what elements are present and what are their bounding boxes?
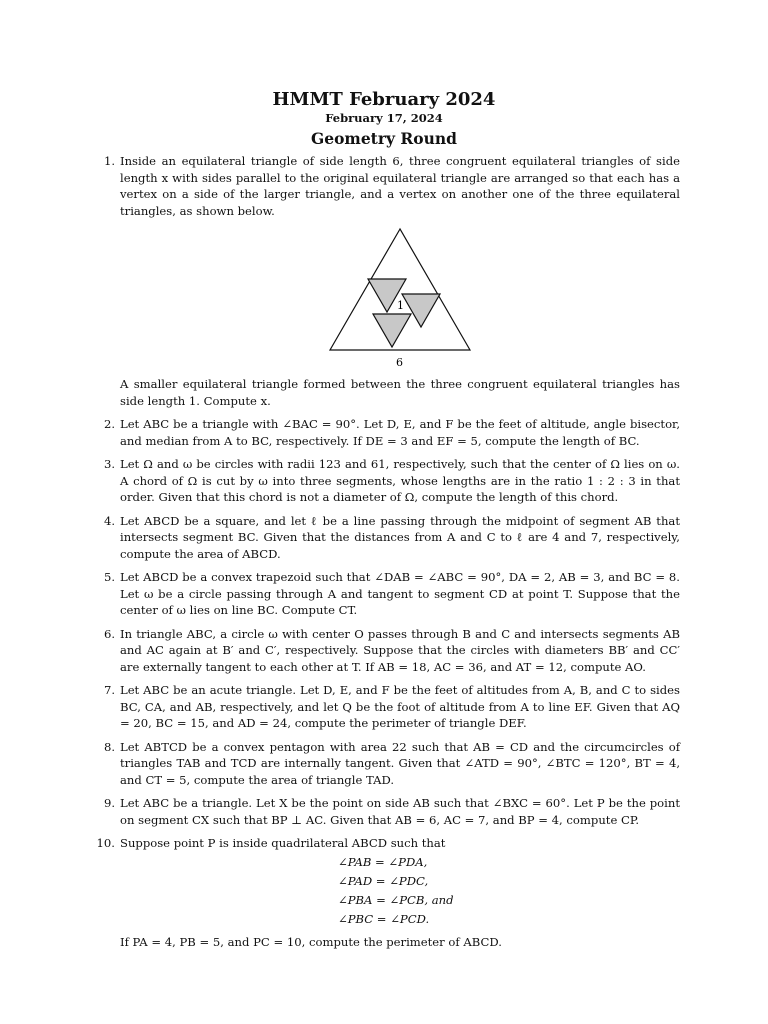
problem-text: Let ABC be a triangle. Let X be the point on side AB such that ∠BXC = 60°. Let P be the point on segment CX such that BP ⊥ AC. Given that AB = 6, AC = 7, and BP = 4, compute CP. <box>120 796 680 827</box>
small-triangle-3 <box>373 314 411 347</box>
problem-number: 7. <box>103 683 115 697</box>
equation-line: ∠PBA = ∠PCB, and <box>338 892 454 907</box>
problem-text: Let ABCD be a convex trapezoid such that ∠DAB = ∠ABC = 90°, DA = 2, AB = 3, and BC = 8. Let ω be a circle passing through A and tangent to segment CD at point T. Suppose that the center of ω lies on line BC. Compute CT. <box>120 570 680 617</box>
problem-number: 10. <box>96 836 115 850</box>
equation-line: ∠PAB = ∠PDA, <box>338 854 428 869</box>
problem-text-continued: A smaller equilateral triangle formed between the three congruent equilateral triangles has side length 1. Compute x. <box>120 377 680 408</box>
problem-text: Suppose point P is inside quadrilateral ABCD such that <box>120 836 446 850</box>
problem-10 <box>88 835 680 950</box>
problem-number: 2. <box>103 417 115 431</box>
problem-6 <box>88 626 680 676</box>
round-title: Geometry Round <box>310 129 458 148</box>
problem-7 <box>88 682 680 732</box>
equilateral-triangles-diagram <box>328 227 474 373</box>
problem-2 <box>88 416 680 449</box>
page-title: HMMT February 2024 <box>272 89 496 110</box>
problem-4 <box>88 513 680 563</box>
outer-side-label: 6 <box>396 356 403 369</box>
problem-number: 4. <box>103 513 115 528</box>
problem-text: Let ABTCD be a convex pentagon with area 22 such that AB = CD and the circumcircles of triangles TAB and TCD are internally tangent. Given that ∠ATD = 90°, ∠BTC = 120°, BT = 4, and CT = 5, compute the area of triangle TAD. <box>120 739 680 787</box>
problem-text: Inside an equilateral triangle of side length 6, three congruent equilateral triangles of side length x with sides parallel to the original equilateral triangle are arranged so that each has a vertex on a side of the larger triangle, and a vertex on another one of the three equilateral triangles, as shown below. <box>120 154 680 218</box>
problem-text: In triangle ABC, a circle ω with center O passes through B and C and intersects segments AB and AC again at B′ and C′, respectively. Suppose that the circles with diameters BB′ and CC′ are externally tangent to each other at T. If AB = 18, AC = 36, and AT = 12, compute AO. <box>120 626 680 674</box>
problem-list <box>88 153 680 957</box>
problem-3 <box>88 456 680 506</box>
problem-number: 8. <box>103 739 115 754</box>
problem-text: Let Ω and ω be circles with radii 123 and 61, respectively, such that the center of Ω lies on ω. A chord of Ω is cut by ω into three segments, whose lengths are in the ratio 1 : 2 : 3 in that order. Given that this chord is not a diameter of Ω, compute the length of this chord. <box>120 457 680 504</box>
problem-number: 1. <box>103 154 115 168</box>
contest-date: February 17, 2024 <box>325 111 443 125</box>
problem-5 <box>88 569 680 619</box>
problem-text: Let ABC be a triangle with ∠BAC = 90°. Let D, E, and F be the feet of altitude, angle bisector, and median from A to BC, respectively. If DE = 3 and EF = 5, compute the length of BC. <box>120 417 680 448</box>
problem-number: 3. <box>103 457 115 471</box>
problem-text: Let ABCD be a square, and let ℓ be a line passing through the midpoint of segment AB that intersects segment BC. Given that the distances from A and C to ℓ are 4 and 7, respectively, compute the area of ABCD. <box>120 513 680 561</box>
inner-side-label: 1 <box>397 299 404 312</box>
triangle-figure <box>120 227 680 373</box>
equation-line: ∠PBC = ∠PCD. <box>338 911 430 926</box>
problem-text: Let ABC be an acute triangle. Let D, E, and F be the feet of altitudes from A, B, and C to sides BC, CA, and AB, respectively, and let Q be the foot of altitude from A to line EF. Given that AQ = 20, BC = 15, and AD = 24, compute the perimeter of triangle DEF. <box>120 683 680 730</box>
problem-number: 6. <box>103 626 115 641</box>
problem-8 <box>88 739 680 789</box>
problem-text-continued: If PA = 4, PB = 5, and PC = 10, compute the perimeter of ABCD. <box>120 934 502 949</box>
equation-line: ∠PAD = ∠PDC, <box>338 873 429 888</box>
problem-number: 9. <box>103 796 115 810</box>
problem-9 <box>88 795 680 828</box>
problem-1 <box>88 153 680 409</box>
equation-block <box>338 854 598 930</box>
small-triangle-2 <box>402 294 440 327</box>
problem-number: 5. <box>103 570 115 584</box>
